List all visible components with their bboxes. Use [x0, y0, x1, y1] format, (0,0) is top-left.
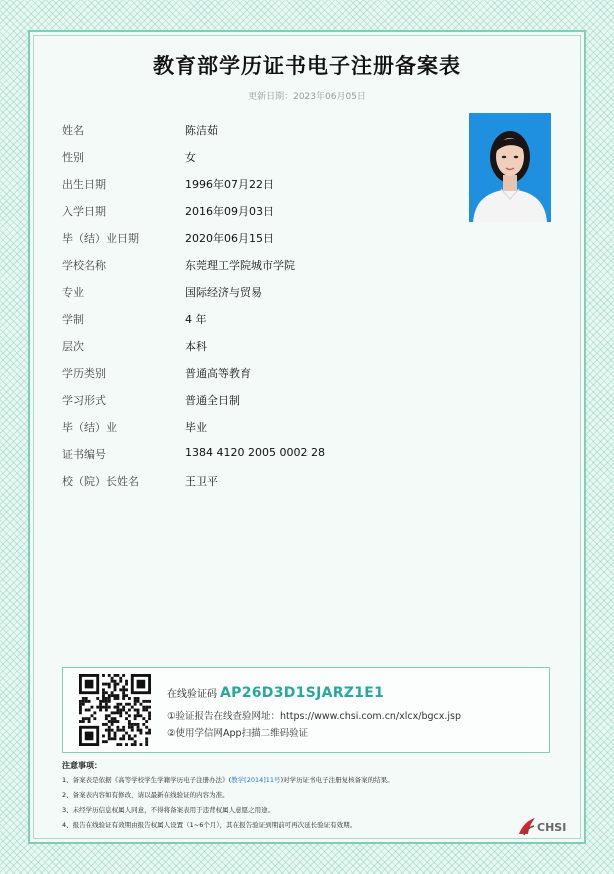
field-label: 姓名 [62, 124, 84, 137]
field-label: 毕（结）业日期 [62, 232, 139, 245]
note-1 [62, 776, 532, 785]
note-1-text-pre: 1、备案表是依据《高等学校学生学籍学历电子注册办法》( [62, 776, 232, 784]
field-label: 证书编号 [62, 448, 106, 461]
note-1-text-post: )对学历证书电子注册复核备案的结果。 [280, 776, 394, 784]
qr-code-icon[interactable] [79, 674, 151, 746]
field-value: 女 [185, 151, 196, 164]
field-row-graduation-status [62, 419, 382, 439]
updated-date: 更新日期：2023年06月05日 [248, 92, 366, 102]
field-label: 学校名称 [62, 259, 106, 272]
verification-code: AP26D3D1SJARZ1E1 [220, 685, 385, 701]
notes-section [62, 760, 532, 836]
notes-title: 注意事项： [62, 761, 102, 770]
field-label: 毕（结）业 [62, 421, 117, 434]
field-row-president [62, 473, 382, 493]
field-value: 王卫平 [185, 475, 218, 488]
verify-app-line: ②使用学信网App扫描二维码验证 [167, 728, 309, 739]
field-label: 性别 [62, 151, 84, 164]
verification-code-line [167, 685, 384, 701]
note-3: 3、未经学历信息权属人同意，不得将备案表用于违背权属人意愿之用途。 [62, 806, 275, 814]
field-label: 学历类别 [62, 367, 106, 380]
field-row-gender [62, 149, 382, 169]
field-row-study-form [62, 392, 382, 412]
field-row-education-type [62, 365, 382, 385]
field-value: 普通高等教育 [185, 367, 251, 380]
field-row-graduation-date [62, 230, 382, 250]
field-label: 层次 [62, 340, 84, 353]
field-value: 2020年06月15日 [185, 232, 274, 245]
field-value: 本科 [185, 340, 207, 353]
field-value: 国际经济与贸易 [185, 286, 262, 299]
field-label: 学习形式 [62, 394, 106, 407]
field-row-school [62, 257, 382, 277]
field-value: 毕业 [185, 421, 207, 434]
field-row-name [62, 122, 382, 142]
field-row-major [62, 284, 382, 304]
field-value: 普通全日制 [185, 394, 240, 407]
field-row-duration [62, 311, 382, 331]
field-value: 4 年 [185, 313, 207, 326]
verification-code-label: 在线验证码 [167, 689, 217, 700]
field-row-level [62, 338, 382, 358]
field-value: 2016年09月03日 [185, 205, 274, 218]
verification-panel [62, 667, 550, 753]
field-label: 入学日期 [62, 205, 106, 218]
field-row-certificate-number [62, 446, 382, 466]
field-value: 1384 4120 2005 0002 28 [185, 446, 325, 459]
field-value: 1996年07月22日 [185, 178, 274, 191]
verify-url-line: ①验证报告在线查验网址：https://www.chsi.com.cn/xlcx/bgcx.jsp [167, 711, 461, 722]
field-label: 学制 [62, 313, 84, 326]
field-label: 专业 [62, 286, 84, 299]
field-value: 陈洁茹 [185, 124, 218, 137]
field-row-birthdate [62, 176, 382, 196]
id-photo [469, 113, 551, 222]
field-label: 校（院）长姓名 [62, 475, 139, 488]
note-4: 4、报告在线验证有效期由报告权属人设置（1~6个月），其在报告验证到期前可再次延长验证有效期。 [62, 821, 357, 829]
field-row-enroll-date [62, 203, 382, 223]
field-label: 出生日期 [62, 178, 106, 191]
chsi-logo-text: CHSI [537, 821, 567, 834]
document-title: 教育部学历证书电子注册备案表 [153, 54, 461, 78]
field-value: 东莞理工学院城市学院 [185, 259, 295, 272]
portrait-image [469, 113, 551, 222]
regulation-link[interactable]: 教学[2014]11号 [231, 776, 281, 784]
note-2: 2、备案表内容如有修改，请以最新在线验证的内容为准。 [62, 791, 229, 799]
